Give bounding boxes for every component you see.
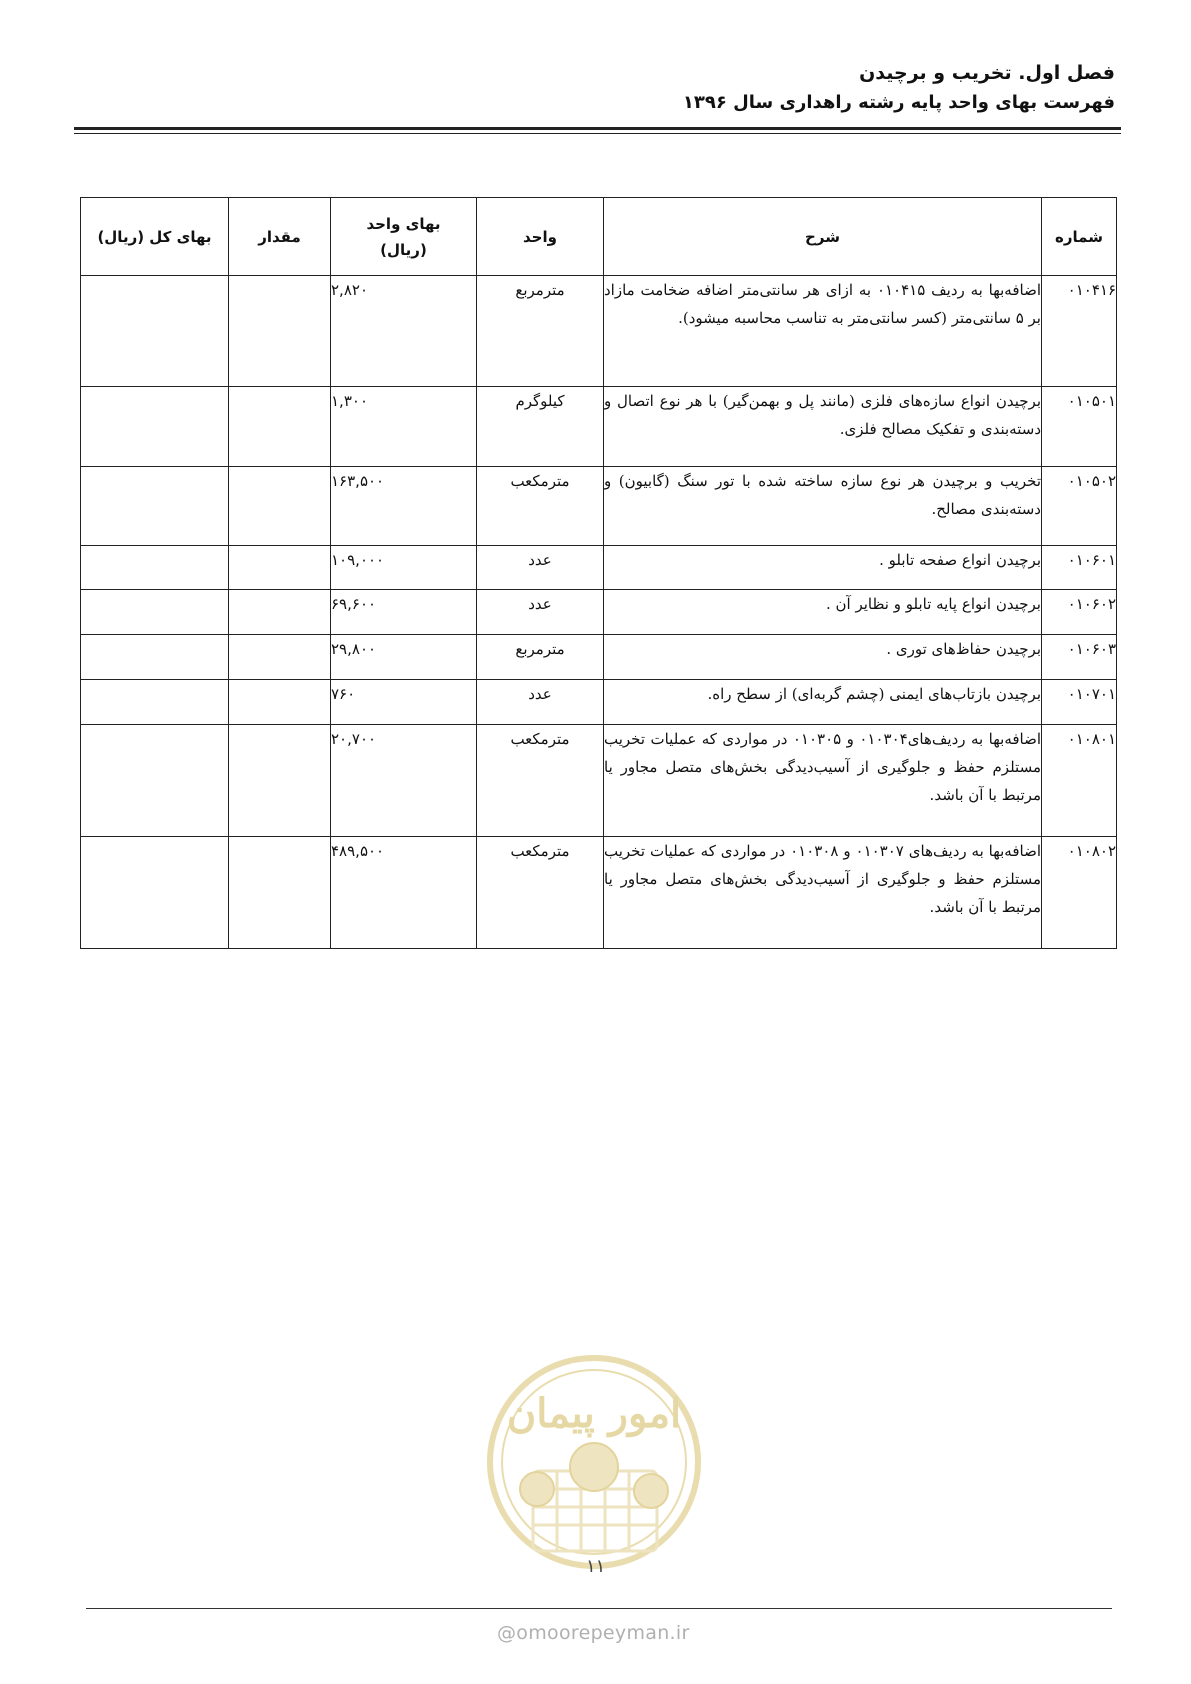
seal-text: امور پیمان bbox=[506, 1390, 682, 1437]
row-description: تخریب و برچیدن هر نوع سازه ساخته شده با تور سنگ (گابیون) و دسته‌بندی مصالح. bbox=[604, 467, 1042, 546]
header-rule-thin bbox=[74, 133, 1121, 134]
header-rule-thick bbox=[74, 127, 1121, 130]
column-header-unit-price: بهای واحد (ریال) bbox=[331, 198, 477, 276]
table-header-row bbox=[81, 198, 1117, 276]
table-row bbox=[81, 837, 1117, 949]
row-unit-price: ۶۹,۶۰۰ bbox=[331, 590, 477, 635]
row-number: ۰۱۰۴۱۶ bbox=[1042, 276, 1117, 387]
row-description: اضافه‌بها به ردیف ۰۱۰۴۱۵ به ازای هر سانتی‌متر اضافه ضخامت مازاد بر ۵ سانتی‌متر (کسر سانتی‌متر به تناسب محاسبه میشود). bbox=[604, 276, 1042, 387]
row-unit-price: ۴۸۹,۵۰۰ bbox=[331, 837, 477, 949]
row-unit-price: ۲۹,۸۰۰ bbox=[331, 635, 477, 680]
row-unit: عدد bbox=[477, 680, 604, 725]
row-unit: مترمربع bbox=[477, 276, 604, 387]
table-row bbox=[81, 546, 1117, 590]
page-header bbox=[683, 58, 1115, 118]
row-description: برچیدن انواع پایه تابلو و نظایر آن . bbox=[604, 590, 1042, 635]
row-unit: عدد bbox=[477, 546, 604, 590]
row-number: ۰۱۰۸۰۲ bbox=[1042, 837, 1117, 949]
row-quantity bbox=[229, 635, 331, 680]
row-unit: کیلوگرم bbox=[477, 387, 604, 467]
table-row bbox=[81, 725, 1117, 837]
row-quantity bbox=[229, 387, 331, 467]
column-header-unit: واحد bbox=[477, 198, 604, 276]
row-quantity bbox=[229, 467, 331, 546]
row-description: اضافه‌بها به ردیف‌های ۰۱۰۳۰۷ و ۰۱۰۳۰۸ در مواردی که عملیات تخریب مستلزم حفظ و جلوگیری از آسیب‌دیدگی بخش‌های متصل مجاور یا مرتبط با آن باشد. bbox=[604, 837, 1042, 949]
row-unit: مترمربع bbox=[477, 635, 604, 680]
row-unit-price: ۱۰۹,۰۰۰ bbox=[331, 546, 477, 590]
price-list-table bbox=[80, 197, 1117, 949]
table-row bbox=[81, 387, 1117, 467]
column-header-quantity: مقدار bbox=[229, 198, 331, 276]
row-quantity bbox=[229, 546, 331, 590]
footer-rule bbox=[86, 1608, 1112, 1609]
row-total-price bbox=[81, 635, 229, 680]
row-number: ۰۱۰۶۰۲ bbox=[1042, 590, 1117, 635]
row-total-price bbox=[81, 276, 229, 387]
row-total-price bbox=[81, 590, 229, 635]
row-total-price bbox=[81, 467, 229, 546]
row-number: ۰۱۰۷۰۱ bbox=[1042, 680, 1117, 725]
row-description: برچیدن بازتاب‌های ایمنی (چشم گربه‌ای) از سطح راه. bbox=[604, 680, 1042, 725]
row-quantity bbox=[229, 725, 331, 837]
row-description: اضافه‌بها به ردیف‌های۰۱۰۳۰۴ و ۰۱۰۳۰۵ در مواردی که عملیات تخریب مستلزم حفظ و جلوگیری از آسیب‌دیدگی بخش‌های متصل مجاور یا مرتبط با آن باشد. bbox=[604, 725, 1042, 837]
row-total-price bbox=[81, 680, 229, 725]
column-header-number: شماره bbox=[1042, 198, 1117, 276]
row-unit-price: ۱۶۳,۵۰۰ bbox=[331, 467, 477, 546]
column-header-total-price: بهای کل (ریال) bbox=[81, 198, 229, 276]
table-row bbox=[81, 680, 1117, 725]
row-unit-price: ۷۶۰ bbox=[331, 680, 477, 725]
row-unit: مترمکعب bbox=[477, 837, 604, 949]
chapter-title: فصل اول. تخریب و برچیدن bbox=[859, 62, 1115, 84]
row-unit-price: ۱,۳۰۰ bbox=[331, 387, 477, 467]
table-row bbox=[81, 590, 1117, 635]
page-number: ۱۱ bbox=[586, 1556, 606, 1577]
document-title: فهرست بهای واحد پایه رشته راهداری سال ۱۳۹۶ bbox=[682, 92, 1115, 113]
row-total-price bbox=[81, 546, 229, 590]
row-number: ۰۱۰۶۰۱ bbox=[1042, 546, 1117, 590]
website-watermark: @omoorepeyman.ir bbox=[497, 1622, 690, 1644]
row-number: ۰۱۰۵۰۲ bbox=[1042, 467, 1117, 546]
row-unit: عدد bbox=[477, 590, 604, 635]
row-total-price bbox=[81, 837, 229, 949]
row-quantity bbox=[229, 680, 331, 725]
row-total-price bbox=[81, 725, 229, 837]
table-row bbox=[81, 467, 1117, 546]
row-description: برچیدن انواع سازه‌های فلزی (مانند پل و بهمن‌گیر) با هر نوع اتصال و دسته‌بندی و تفکیک مصالح فلزی. bbox=[604, 387, 1042, 467]
omoor-peyman-seal-icon bbox=[481, 1349, 707, 1575]
row-description: برچیدن حفاظ‌های توری . bbox=[604, 635, 1042, 680]
table-row bbox=[81, 276, 1117, 387]
row-quantity bbox=[229, 837, 331, 949]
row-quantity bbox=[229, 276, 331, 387]
column-header-description: شرح bbox=[604, 198, 1042, 276]
row-unit-price: ۲,۸۲۰ bbox=[331, 276, 477, 387]
row-number: ۰۱۰۶۰۳ bbox=[1042, 635, 1117, 680]
row-description: برچیدن انواع صفحه تابلو . bbox=[604, 546, 1042, 590]
row-unit: مترمکعب bbox=[477, 467, 604, 546]
row-quantity bbox=[229, 590, 331, 635]
row-total-price bbox=[81, 387, 229, 467]
table-row bbox=[81, 635, 1117, 680]
row-unit-price: ۲۰,۷۰۰ bbox=[331, 725, 477, 837]
row-number: ۰۱۰۵۰۱ bbox=[1042, 387, 1117, 467]
row-number: ۰۱۰۸۰۱ bbox=[1042, 725, 1117, 837]
row-unit: مترمکعب bbox=[477, 725, 604, 837]
